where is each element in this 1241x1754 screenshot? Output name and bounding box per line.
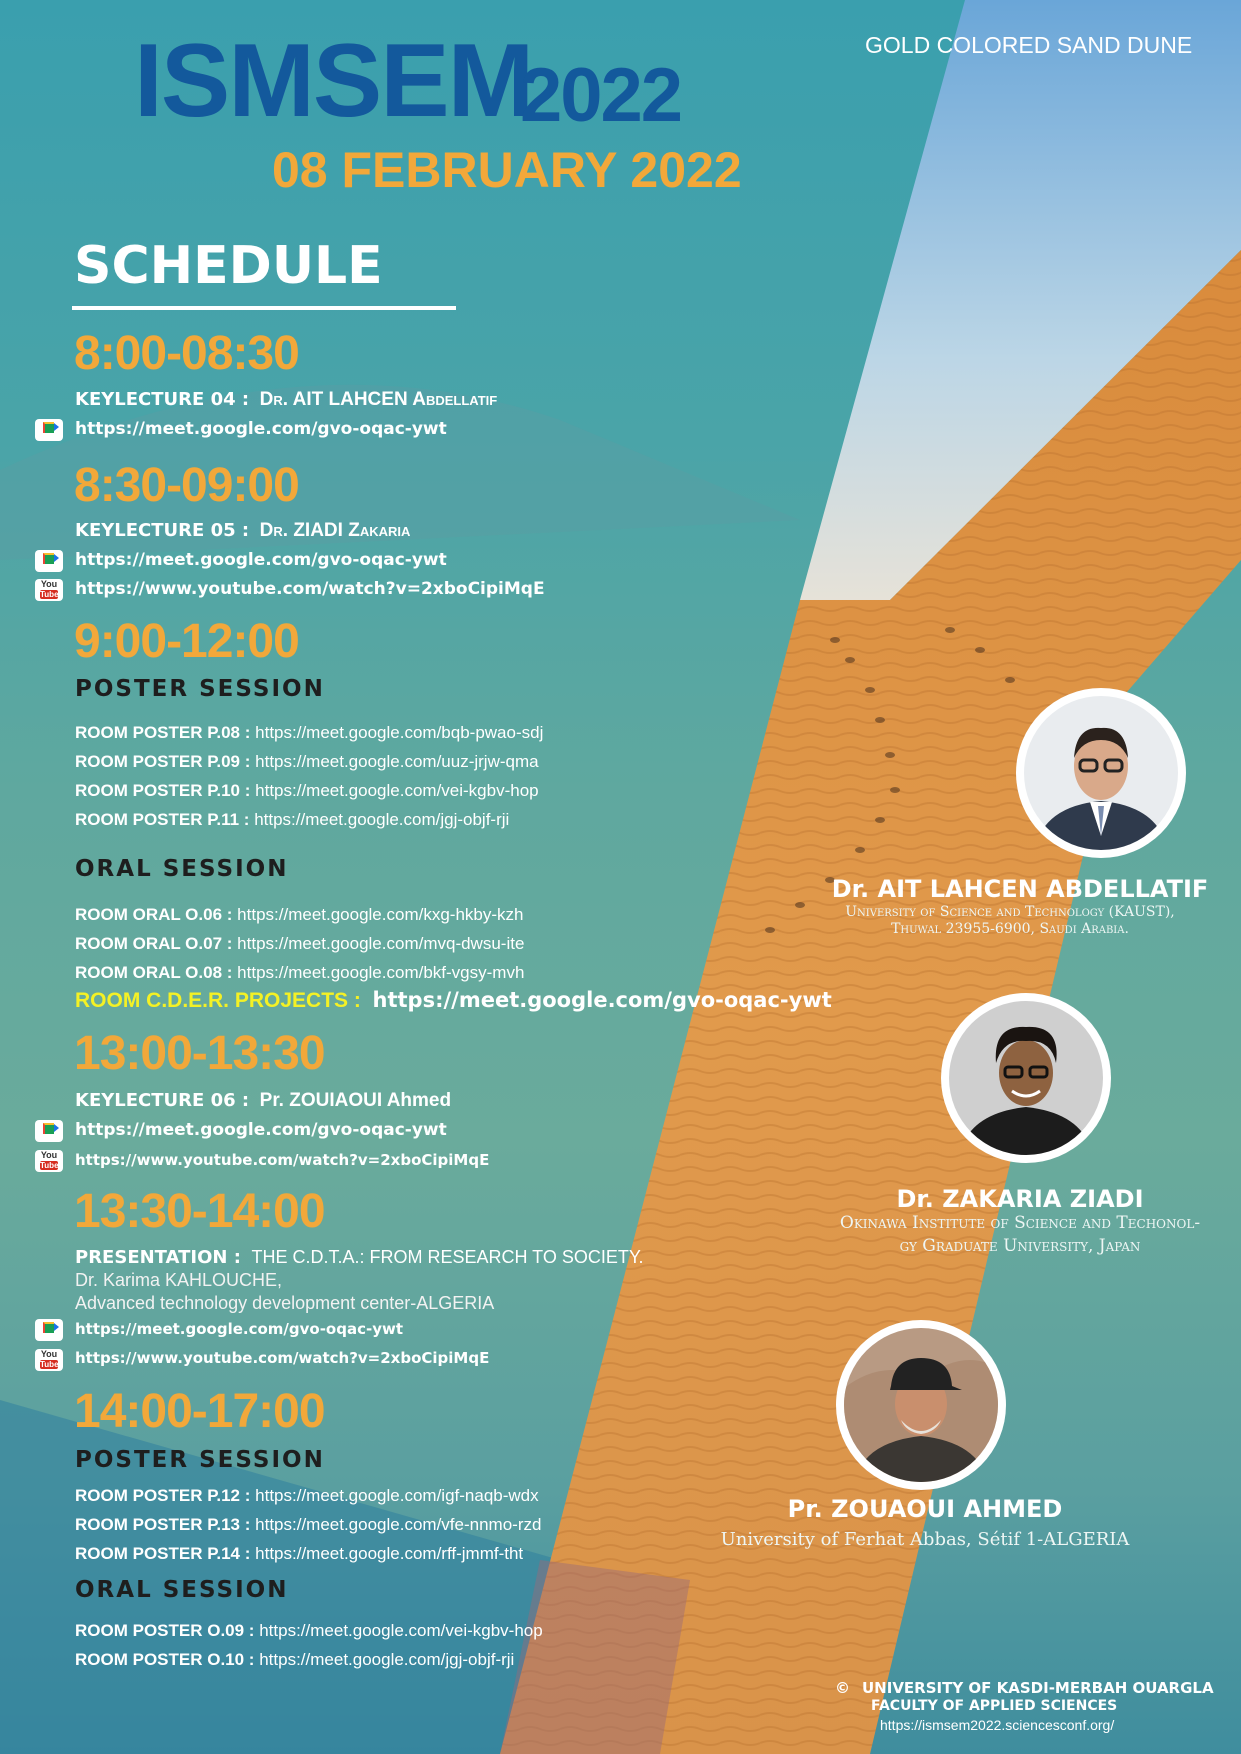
schedule-heading: SCHEDULE — [74, 236, 383, 296]
footer-url[interactable]: https://ismsem2022.sciencesconf.org/ — [880, 1717, 1115, 1733]
speaker-photo — [836, 1320, 1006, 1490]
speaker-affiliation: University of Ferhat Abbas, Sétif 1-ALGERIA — [720, 1529, 1130, 1550]
time-slot: 13:00-13:30 — [74, 1027, 325, 1080]
presenter-organization: Advanced technology development center-ALGERIA — [75, 1293, 495, 1313]
room-link[interactable]: https://meet.google.com/jgj-objf-rji — [259, 1650, 515, 1669]
top-right-caption: GOLD COLORED SAND DUNE — [865, 32, 1193, 58]
speaker-affiliation: Okinawa Institute of Science and Techonol- — [839, 1213, 1201, 1233]
room-row: ROOM POSTER P.14 : https://meet.google.com/rff-jmmf-tht — [75, 1544, 524, 1563]
time-slot: 13:30-14:00 — [74, 1185, 325, 1238]
google-meet-icon — [35, 1319, 63, 1341]
event-year: 2022 — [520, 53, 682, 138]
speaker-name: Pr. ZOUAOUI AHMED — [787, 1495, 1063, 1523]
keylecture-label: KEYLECTURE 05 : — [75, 520, 250, 541]
oral-session-heading: ORAL SESSION — [75, 856, 289, 882]
google-meet-icon — [35, 419, 63, 441]
keylecture-line — [75, 520, 410, 542]
speaker-affiliation: University of Science and Technology (KAUST), — [845, 904, 1175, 920]
room-link[interactable]: https://meet.google.com/bkf-vgsy-mvh — [237, 963, 525, 982]
youtube-link[interactable]: https://www.youtube.com/watch?v=2xboCipiMqE — [75, 1151, 490, 1169]
speaker-photo — [941, 993, 1111, 1163]
youtube-icon: You Tube — [35, 1349, 63, 1371]
room-row: ROOM ORAL O.07 : https://meet.google.com/mvq-dwsu-ite — [75, 934, 525, 953]
room-row: ROOM POSTER P.08 : https://meet.google.com/bqb-pwao-sdj — [75, 723, 544, 742]
cder-label: ROOM C.D.E.R. PROJECTS : — [75, 989, 361, 1012]
google-meet-icon — [35, 1120, 63, 1142]
youtube-link[interactable]: https://www.youtube.com/watch?v=2xboCipiMqE — [75, 579, 545, 599]
event-date: 08 FEBRUARY 2022 — [272, 142, 742, 198]
poster-session-heading: POSTER SESSION — [75, 676, 325, 702]
poster-session-heading: POSTER SESSION — [75, 1447, 325, 1473]
speaker-photo — [1016, 688, 1186, 858]
cder-row — [75, 988, 832, 1013]
room-link[interactable]: https://meet.google.com/uuz-jrjw-qma — [255, 752, 539, 771]
youtube-icon: You Tube — [35, 579, 63, 601]
speaker-affiliation: Thuwal 23955-6900, Saudi Arabia. — [891, 921, 1129, 937]
oral-session-heading: ORAL SESSION — [75, 1577, 289, 1603]
schedule-underline — [72, 306, 456, 310]
room-row: ROOM POSTER P.10 : https://meet.google.com/vei-kgbv-hop — [75, 781, 539, 800]
time-slot: 8:00-08:30 — [74, 327, 299, 380]
room-row: ROOM POSTER P.09 : https://meet.google.com/uuz-jrjw-qma — [75, 752, 539, 771]
speaker-portrait — [949, 1001, 1103, 1155]
time-slot: 8:30-09:00 — [74, 459, 299, 512]
keylecture-line — [75, 389, 497, 411]
speaker-portrait — [844, 1328, 998, 1482]
room-row: ROOM POSTER P.11 : https://meet.google.com/jgj-objf-rji — [75, 810, 510, 829]
room-link[interactable]: https://meet.google.com/rff-jmmf-tht — [255, 1544, 524, 1563]
room-link[interactable]: https://meet.google.com/mvq-dwsu-ite — [237, 934, 525, 953]
presentation-label: PRESENTATION : — [75, 1247, 241, 1268]
room-row: ROOM ORAL O.06 : https://meet.google.com/kxg-hkby-kzh — [75, 905, 524, 924]
event-name: ISMSEM — [134, 23, 533, 139]
room-link[interactable]: https://meet.google.com/vei-kgbv-hop — [259, 1621, 543, 1640]
cder-link[interactable]: https://meet.google.com/gvo-oqac-ywt — [372, 988, 832, 1012]
time-slot: 9:00-12:00 — [74, 615, 299, 668]
google-meet-icon — [35, 550, 63, 572]
room-link[interactable]: https://meet.google.com/jgj-objf-rji — [254, 810, 510, 829]
room-row: ROOM POSTER O.10 : https://meet.google.com/jgj-objf-rji — [75, 1650, 515, 1669]
speaker-affiliation: gy Graduate University, Japan — [899, 1236, 1141, 1256]
meet-link[interactable]: https://meet.google.com/gvo-oqac-ywt — [75, 1120, 447, 1140]
meet-link[interactable]: https://meet.google.com/gvo-oqac-ywt — [75, 550, 447, 570]
meet-link[interactable]: https://meet.google.com/gvo-oqac-ywt — [75, 1320, 404, 1338]
keylecture-label: KEYLECTURE 04 : — [75, 389, 250, 410]
room-link[interactable]: https://meet.google.com/igf-naqb-wdx — [255, 1486, 539, 1505]
room-link[interactable]: https://meet.google.com/vfe-nnmo-rzd — [255, 1515, 542, 1534]
speaker-name: Pr. ZOUIAOUI Ahmed — [259, 1090, 452, 1111]
room-row: ROOM POSTER O.09 : https://meet.google.com/vei-kgbv-hop — [75, 1621, 543, 1640]
keylecture-label: KEYLECTURE 06 : — [75, 1090, 250, 1111]
room-row: ROOM POSTER P.12 : https://meet.google.com/igf-naqb-wdx — [75, 1486, 539, 1505]
speaker-name: Dr. AIT LAHCEN Abdellatif — [259, 389, 498, 410]
presentation-title: THE C.D.T.A.: FROM RESEARCH TO SOCIETY. — [251, 1247, 644, 1267]
speaker-portrait — [1024, 696, 1178, 850]
speaker-name: Dr. ZIADI Zakaria — [259, 520, 411, 541]
footer-faculty: FACULTY OF APPLIED SCIENCES — [871, 1698, 1118, 1714]
meet-link[interactable]: https://meet.google.com/gvo-oqac-ywt — [75, 419, 447, 439]
youtube-icon: You Tube — [35, 1150, 63, 1172]
time-slot: 14:00-17:00 — [74, 1385, 325, 1438]
presenter-name: Dr. Karima KAHLOUCHE, — [75, 1270, 283, 1290]
footer-university: UNIVERSITY OF KASDI-MERBAH OUARGLA — [862, 1679, 1214, 1697]
room-link[interactable]: https://meet.google.com/vei-kgbv-hop — [255, 781, 539, 800]
room-link[interactable]: https://meet.google.com/kxg-hkby-kzh — [237, 905, 524, 924]
presentation-line — [75, 1247, 644, 1269]
keylecture-line — [75, 1090, 451, 1112]
room-row: ROOM ORAL O.08 : https://meet.google.com/bkf-vgsy-mvh — [75, 963, 525, 982]
youtube-link[interactable]: https://www.youtube.com/watch?v=2xboCipiMqE — [75, 1349, 490, 1367]
room-link[interactable]: https://meet.google.com/bqb-pwao-sdj — [255, 723, 544, 742]
speaker-name: Dr. ZAKARIA ZIADI — [896, 1185, 1144, 1213]
speaker-name: Dr. AIT LAHCEN ABDELLATIF — [831, 875, 1209, 903]
room-row: ROOM POSTER P.13 : https://meet.google.com/vfe-nnmo-rzd — [75, 1515, 542, 1534]
copyright-symbol: © — [835, 1679, 850, 1697]
